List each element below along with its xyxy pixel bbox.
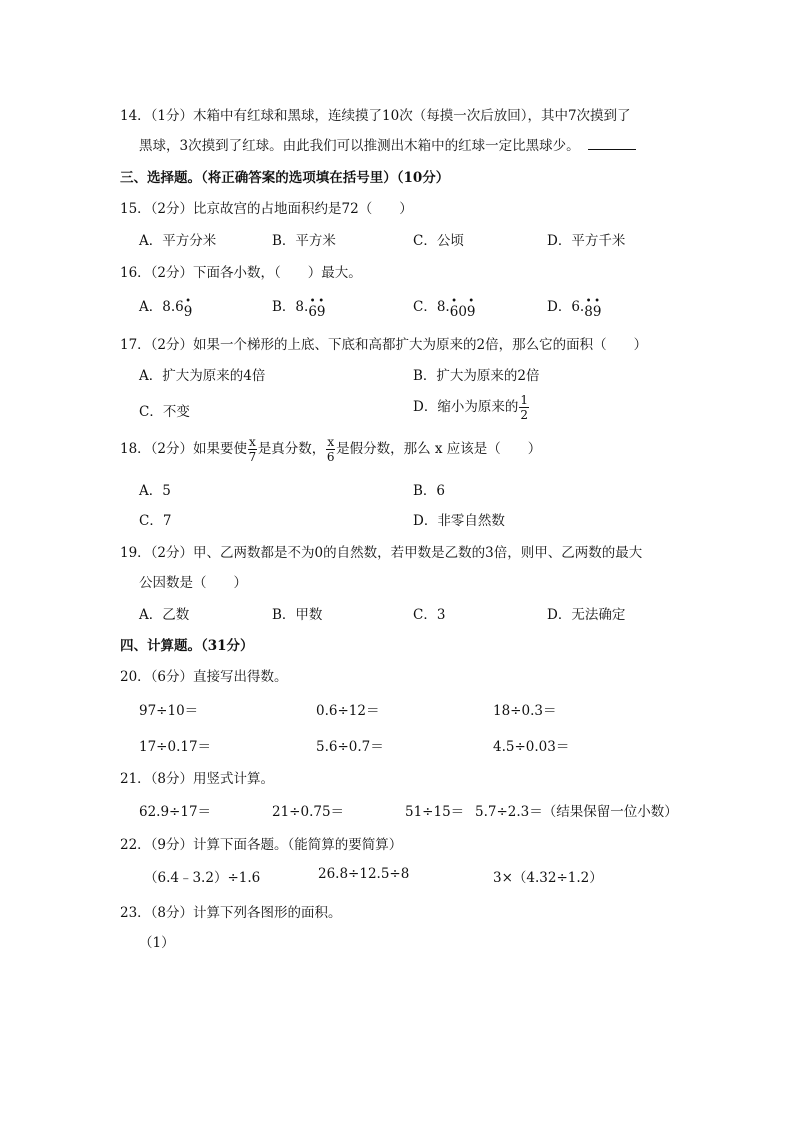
q20-item: 0.6÷12＝ <box>316 703 380 719</box>
section3-title: 三、选择题。（将正确答案的选项填在括号里）（10分） <box>120 170 450 186</box>
q23-stem: 23．（8分）计算下列各图形的面积。 <box>120 905 342 921</box>
fraction-x-over-7: $\frac{x}{7}$ <box>248 435 257 464</box>
q20-item: 4.5÷0.03＝ <box>493 739 570 755</box>
q20-item: 18÷0.3＝ <box>493 703 557 719</box>
q19-option-c: C．3 <box>413 607 446 623</box>
q19-option-b: B．甲数 <box>272 607 323 623</box>
q18-option-c: C．7 <box>139 513 172 529</box>
q20-item: 97÷10＝ <box>139 703 199 719</box>
q16-option-c: C．8. • 6 0 • 9 <box>413 296 476 320</box>
repeating-digit: • 9 <box>316 296 326 320</box>
q22-item: 3×（4.32÷1.2） <box>493 870 603 886</box>
q17-option-b: B．扩大为原来的2倍 <box>413 368 540 384</box>
q22-stem: 22．（9分）计算下面各题。（能简算的要简算） <box>120 837 403 853</box>
q17-option-d: D．缩小为原来的 $\frac{1}{2}$ <box>413 393 528 422</box>
q17-stem: 17．（2分）如果一个梯形的上底、下底和高都扩大为原来的2倍，那么它的面积（ ） <box>120 337 648 353</box>
q21-stem: 21．（8分）用竖式计算。 <box>120 771 275 787</box>
q14-line2 <box>139 134 636 154</box>
q17-option-c: C．不变 <box>139 404 190 420</box>
repeating-digit: • 9 <box>592 296 602 320</box>
repeating-digit: • 9 <box>183 296 193 320</box>
q23-sub1: （1） <box>139 935 175 951</box>
fraction-x-over-6: $\frac{x}{6}$ <box>326 435 335 464</box>
q17-option-a: A．扩大为原来的4倍 <box>139 368 266 384</box>
q22-item: 26.8÷12.5÷8 <box>318 866 410 882</box>
repeating-digit: • 8 <box>584 296 593 320</box>
q21-item: 51÷15＝ <box>405 804 465 820</box>
answer-blank <box>588 137 636 150</box>
q16-option-a: A．8.6 • 9 <box>139 296 193 320</box>
q16-option-d: D．6. • 8 • 9 <box>547 296 602 320</box>
repeating-digit: • 9 <box>466 296 476 320</box>
q15-option-c: C．公顷 <box>413 233 464 249</box>
q20-item: 5.6÷0.7＝ <box>316 739 384 755</box>
q21-item: 5.7÷2.3＝（结果保留一位小数） <box>475 804 678 820</box>
q20-item: 17÷0.17＝ <box>139 739 212 755</box>
repeating-digit: • 6 <box>308 296 317 320</box>
repeating-digit: • 6 <box>449 296 459 320</box>
fraction: $\frac{1}{2}$ <box>520 393 528 422</box>
q19-option-a: A．乙数 <box>139 607 190 623</box>
q15-option-b: B．平方米 <box>272 233 336 249</box>
q18-option-b: B．6 <box>413 483 446 499</box>
q19-option-d: D．无法确定 <box>547 607 626 623</box>
section4-title: 四、计算题。（31分） <box>120 638 254 654</box>
q15-option-a: A．平方分米 <box>139 233 217 249</box>
q19-line2: 公因数是（ ） <box>139 575 247 591</box>
q18-option-a: A．5 <box>139 483 171 499</box>
q20-stem: 20．（6分）直接写出得数。 <box>120 669 288 685</box>
q14-line2-text: 黑球，3次摸到了红球。由此我们可以推测出木箱中的红球一定比黑球少。 <box>139 138 580 154</box>
q16-option-b: B．8. • 6 • 9 <box>272 296 326 320</box>
q14-line1: 14．（1分）木箱中有红球和黑球，连续摸了10次（每摸一次后放回），其中7次摸到了 <box>120 108 631 124</box>
q15-option-d: D．平方千米 <box>547 233 626 249</box>
q16-stem: 16．（2分）下面各小数，（ ）最大。 <box>120 265 362 281</box>
q22-item: （6.4﹣3.2）÷1.6 <box>144 870 261 886</box>
q21-item: 21÷0.75＝ <box>272 804 345 820</box>
q18-stem: 18．（2分）如果要使 $\frac{x}{7}$ 是真分数， $\frac{x}{6}$ 是假分数，那么 x 应该是（ ） <box>120 435 542 464</box>
q19-line1: 19．（2分）甲、乙两数都是不为0的自然数，若甲数是乙数的3倍，则甲、乙两数的最大 <box>120 545 643 561</box>
q21-item: 62.9÷17＝ <box>139 804 212 820</box>
q18-option-d: D．非零自然数 <box>413 513 505 529</box>
q15-stem: 15．（2分）比京故宫的占地面积约是72（ ） <box>120 201 413 217</box>
